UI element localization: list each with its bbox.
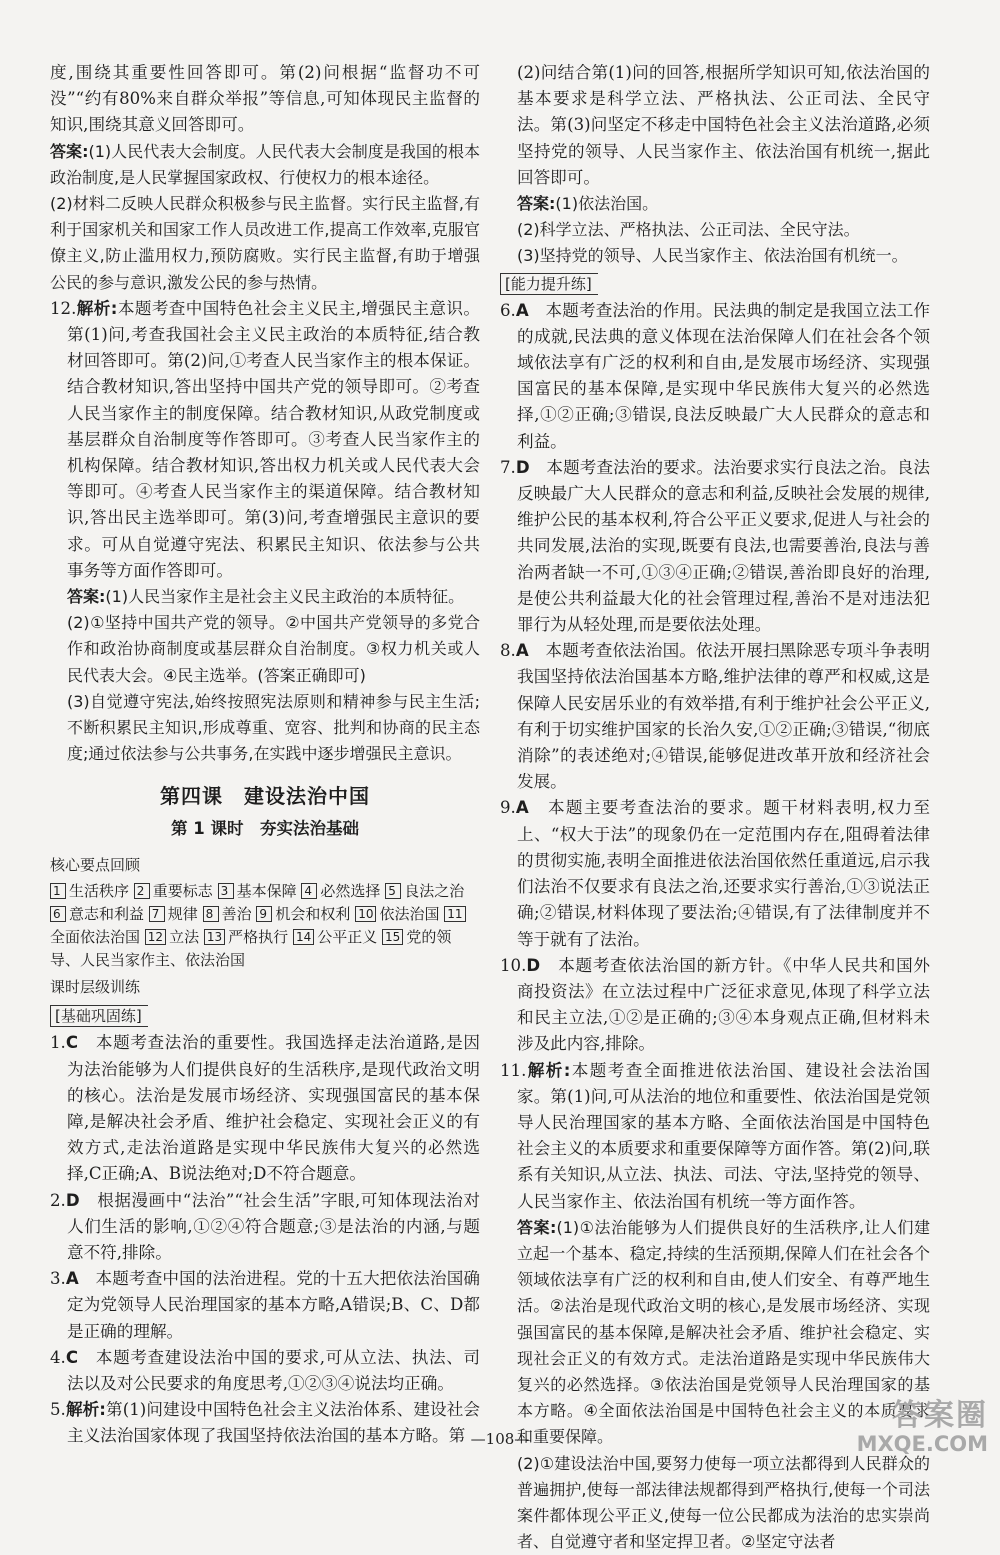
keypoint-item — [203, 905, 252, 923]
question-explanation: 本题考查法治的重要性。我国选择走法治道路,是因为法治能够为人们提供良好的生活秩序,是现代政治文明的核心。法治是发展市场经济、实现强国富民的基本保障,是解决社会矛盾、维护社会稳定、实现社会正义的有效方式,走法治道路是实现中华民族伟大复兴的必然选择,C正确;A、B说法绝对;D不符合题意。 — [67, 1033, 481, 1184]
question-number: 1. — [50, 1033, 66, 1053]
question-explanation: 本题考查法治的作用。民法典的制定是我国立法工作的成就,民法典的意义体现在法治保障人们在社会各个领域依法享有广泛的权利和自由,是发展市场经济、实现强国富民的基本保障,是实现中华民族伟大复兴的必然选择,①②正确;③错误,良法反映最广大人民群众的意志和利益。 — [517, 300, 931, 451]
right-column — [500, 60, 930, 1555]
question-number: 2. — [50, 1190, 66, 1210]
keypoint-text: 依法治国 — [379, 905, 440, 924]
keypoint-item — [301, 882, 380, 900]
keypoint-number: 12 — [145, 929, 166, 945]
keypoint-item — [256, 905, 350, 923]
question-explanation: 本题主要考查法治的要求。题干材料表明,权力至上、“权大于法”的现象仍在一定范围内存在,阻碍着法律的贯彻实施,表明全面推进依法治国依然任重道远,启示我们法治不仅要求有良法之治,还要求实行善治,①③说法正确;②错误,材料体现了要法治;④错误,有了法律制度并不等于就有了法治。 — [517, 798, 931, 949]
keypoint-item — [218, 882, 297, 900]
keypoint-number: 1 — [50, 883, 66, 899]
question-number: 7. — [500, 457, 516, 477]
keypoint-number: 3 — [218, 883, 234, 899]
training-heading: 课时层级训练 — [50, 978, 141, 997]
answer-label: 答案: — [67, 587, 106, 607]
keypoint-number: 15 — [382, 929, 403, 945]
keypoint-item — [50, 882, 129, 900]
keypoint-item — [145, 928, 199, 946]
keypoint-text: 规律 — [167, 905, 198, 924]
answer-letter: A — [515, 300, 529, 320]
right-items — [500, 298, 930, 1058]
keypoint-number: 11 — [444, 906, 465, 922]
question-item — [50, 1345, 480, 1397]
watermark-line1: 答案圈 — [892, 1398, 988, 1433]
answer-label: 答案: — [50, 141, 89, 161]
question-number: 3. — [50, 1269, 66, 1289]
question-explanation: 本题考查中国的法治进程。党的十五大把依法治国确定为党领导人民治理国家的基本方略,A错误;B、C、D都是正确的理解。 — [67, 1269, 481, 1341]
question-item — [50, 1266, 480, 1345]
watermark-line2: MXQE.COM — [856, 1432, 988, 1456]
question-explanation: 本题考查建设法治中国的要求,可从立法、执法、司法以及对公民要求的角度思考,①②③④说法均正确。 — [67, 1347, 481, 1393]
q11-answer-part2: (2)材料二反映人民群众积极参与民主监督。实行民主监督,有利于国家机关和国家工作人员改进工作,提高工作效率,克服官僚主义,防止滥用权力,预防腐败。实行民主监督,有助于增强公民的参与意识,激发公民的参与热情。 — [50, 194, 480, 292]
answer-letter: D — [526, 955, 541, 975]
q11-analysis: 11.解析:本题考查全面推进依法治国、建设社会法治国家。第(1)问,可从法治的地位和重要性、依法治国是党领导人民治理国家的基本方略、全面依法治国是中国特色社会主义的本质要求和重要保障等方面作答。第(2)问,联系有关知识,从立法、执法、司法、守法,坚持党的领导、人民当家作主、依法治国有机统一等方面作答。 — [500, 1060, 931, 1211]
q11-answer-part1: 答案:(1)①法治能够为人们提供良好的生活秩序,让人们建立起一个基本、稳定,持续的生活预期,保障人们在社会各个领域依法享有广泛的权利和自由,使人们安全、有尊严地生活。②法治是现代政治文明的核心,是发展市场经济、实现强国富民的基本保障,是解决社会矛盾、维护社会稳定、实现社会正义的有效方式。走法治道路是实现中华民族伟大复兴的必然选择。③依法治国是党领导人民治理国家的基本方略。④全面依法治国是中国特色社会主义的本质要求和重要保障。 — [517, 1217, 930, 1447]
basic-section-heading: [基础巩固练] — [50, 1005, 148, 1027]
answer-letter: A — [65, 1269, 79, 1289]
keypoint-number: 2 — [134, 883, 150, 899]
question-explanation: 根据漫画中“法治”“社会生活”字眼,可知体现法治对人们生活的影响,①②④符合题意;③是法治的内涵,与题意不符,排除。 — [67, 1190, 480, 1262]
ability-section-heading: [能力提升练] — [500, 273, 598, 295]
page-number: —108— — [470, 1430, 530, 1448]
keypoint-number: 13 — [204, 929, 225, 945]
q11-analysis-continued: 度,围绕其重要性回答即可。第(2)问根据“监督功不可没”“约有80%来自群众举报”等信息,可知体现民主监督的知识,围绕其意义回答即可。 — [50, 63, 480, 135]
q11-answer-part1: 答案:(1)人民代表大会制度。人民代表大会制度是我国的根本政治制度,是人民掌握国家政权、行使权力的根本途径。 — [50, 141, 480, 187]
analysis-label: 解析: — [76, 298, 118, 318]
q5-answer-part1: 答案:(1)依法治国。 — [517, 194, 659, 214]
keypoint-text: 重要标志 — [152, 882, 213, 901]
keypoint-item — [293, 928, 377, 946]
keypoint-text: 意志和利益 — [69, 905, 145, 924]
keypoint-number: 8 — [203, 906, 219, 922]
answer-label: 答案: — [517, 1217, 557, 1237]
keypoint-text: 良法之治 — [404, 882, 465, 901]
answer-letter: A — [515, 641, 529, 661]
question-item — [500, 953, 930, 1058]
watermark-logo — [818, 1400, 988, 1458]
q12-answer-part2: (2)①坚持中国共产党的领导。②中国共产党领导的多党合作和政治协商制度或基层群众自治制度。③权力机关或人民代表大会。④民主选举。(答案正确即可) — [67, 613, 480, 685]
keypoint-text: 善治 — [221, 905, 252, 924]
keypoint-text: 必然选择 — [320, 882, 381, 901]
keypoints-list — [50, 880, 480, 972]
keypoint-number: 14 — [293, 929, 314, 945]
left-items — [50, 1030, 480, 1397]
question-explanation: 本题考查依法治国的新方针。《中华人民共和国外商投资法》在立法过程中广泛征求意见,体现了科学立法和民主立法,①②是正确的;③④本身观点正确,但材料未涉及此内容,排除。 — [517, 955, 931, 1054]
keypoint-text: 全面依法治国 — [50, 928, 141, 947]
keypoint-text: 生活秩序 — [69, 882, 130, 901]
keypoint-text: 机会和权利 — [275, 905, 351, 924]
keypoint-number: 10 — [355, 906, 376, 922]
q5-answer-part2: (2)科学立法、严格执法、公正司法、全民守法。 — [517, 220, 860, 240]
left-column — [50, 60, 480, 1450]
q5-answer-part3: (3)坚持党的领导、人民当家作主、依法治国有机统一。 — [517, 246, 908, 266]
q11-answer-part2: (2)①建设法治中国,要努力使每一项立法都得到人民群众的普遍拥护,使每一部法律法规都得到严格执行,使每一个司法案件都体现公平正义,使每一位公民都成为法治的忠实崇尚者、自觉遵守者和坚定捍卫者。②坚定守法者 — [517, 1453, 930, 1552]
keypoint-number: 7 — [149, 906, 165, 922]
question-item — [50, 1188, 480, 1267]
answer-letter: A — [515, 798, 529, 818]
q5-analysis: 5.解析:第(1)问建设中国特色社会主义法治体系、建设社会主义法治国家体现了我国坚持依法治国的基本方略。第 — [50, 1400, 480, 1446]
question-item — [500, 795, 930, 952]
keypoint-item — [204, 928, 288, 946]
keypoint-text: 基本保障 — [236, 882, 297, 901]
period-title: 第 1 课时 夯实法治基础 — [171, 818, 359, 838]
question-item — [500, 298, 930, 455]
answer-letter: C — [65, 1347, 79, 1367]
q5-analysis-continued: (2)问结合第(1)问的回答,根据所学知识可知,依法治国的基本要求是科学立法、严格执法、公正司法、全民守法。第(3)问坚定不移走中国特色社会主义法治道路,必须坚持党的领导、人民当家作主、依法治国有机统一,据此回答即可。 — [517, 63, 930, 187]
keypoint-number: 4 — [301, 883, 317, 899]
analysis-label: 解析: — [65, 1400, 106, 1420]
keypoint-item — [50, 905, 144, 923]
question-item — [50, 1030, 480, 1187]
keypoint-item — [149, 905, 198, 923]
keypoint-number: 9 — [256, 906, 272, 922]
keypoint-item — [385, 882, 464, 900]
question-item — [500, 455, 930, 638]
keypoint-text: 严格执行 — [228, 928, 289, 947]
keypoint-number: 6 — [50, 906, 66, 922]
keypoint-text: 党的领导、人民当家作主、依法治国 — [50, 928, 452, 970]
question-explanation: 本题考查法治的要求。法治要求实行良法之治。良法反映最广大人民群众的意志和利益,反映社会发展的规律,维护公民的基本权利,符合公平正义要求,促进人与社会的共同发展,法治的实现,既要有良法,也需要善治,良法与善治两者缺一不可,①③④正确;②错误,善治即良好的治理,是使公共利益最大化的社会管理过程,善治不是对违法犯罪行为从轻处理,而是要依法处理。 — [517, 457, 931, 635]
keypoint-item — [134, 882, 213, 900]
answer-label: 答案: — [517, 194, 556, 214]
question-number: 8. — [500, 641, 516, 661]
keypoint-text: 公平正义 — [317, 928, 378, 947]
answer-letter: D — [65, 1190, 80, 1210]
q12-answer-part1: 答案:(1)人民当家作主是社会主义民主政治的本质特征。 — [67, 587, 465, 607]
answer-letter: C — [65, 1033, 79, 1053]
question-explanation: 本题考查依法治国。依法开展扫黑除恶专项斗争表明我国坚持依法治国基本方略,维护法律的尊严和权威,这是保障人民安居乐业的有效举措,有利于维护社会公平正义,有利于切实维护国家的长治久安,①②正确;③错误,“彻底消除”的表述绝对;④错误,能够促进改革开放和经济社会发展。 — [517, 641, 931, 792]
keypoint-text: 立法 — [169, 928, 200, 947]
question-number: 4. — [50, 1347, 66, 1367]
question-item — [500, 638, 930, 795]
keypoint-number: 5 — [385, 883, 401, 899]
q12-analysis: 12.解析:本题考查中国特色社会主义民主,增强民主意识。第(1)问,考查我国社会主义民主政治的本质特征,结合教材回答即可。第(2)问,①考查人民当家作主的根本保证。结合教材知识,答出坚持中国共产党的领导即可。②考查人民当家作主的制度保障。结合教材知识,从政党制度或基层群众自治制度等作答即可。③考查人民当家作主的机构保障。结合教材知识,答出权力机关或人民代表大会等即可。④考查人民当家作主的渠道保障。结合教材知识,答出民主选举即可。第(3)问,考查增强民主意识的要求。可从自觉遵守宪法、积累民主知识、依法参与公共事务等方面作答即可。 — [50, 298, 480, 580]
core-review-heading: 核心要点回顾 — [50, 855, 141, 874]
answer-letter: D — [515, 457, 530, 477]
question-number: 10. — [500, 955, 527, 975]
question-number: 9. — [500, 798, 516, 818]
lesson-title: 第四课 建设法治中国 — [160, 784, 370, 809]
keypoint-item — [355, 905, 439, 923]
q12-answer-part3: (3)自觉遵守宪法,始终按照宪法原则和精神参与民主生活;不断积累民主知识,形成尊重、宽容、批判和协商的民主态度;通过依法参与公共事务,在实践中逐步增强民主意识。 — [67, 691, 480, 764]
question-number: 6. — [500, 300, 516, 320]
analysis-label: 解析: — [526, 1060, 571, 1080]
